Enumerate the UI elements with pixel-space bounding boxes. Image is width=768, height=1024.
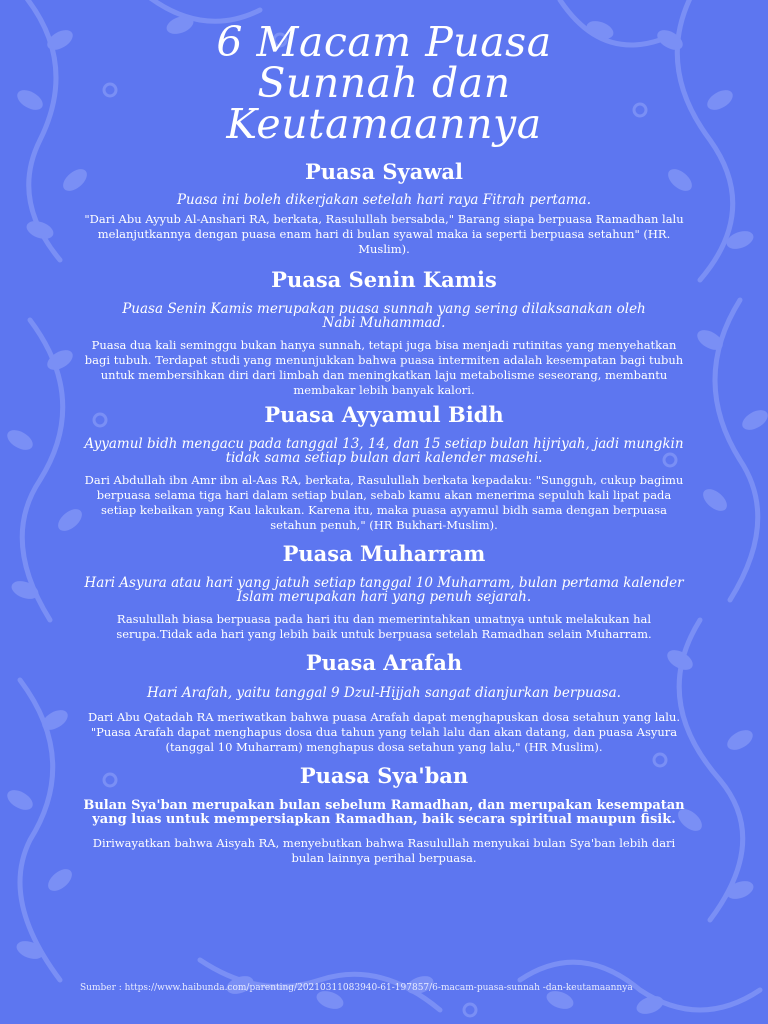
- section-body: Puasa dua kali seminggu bukan hanya sunnah, tetapi juga bisa menjadi rutinitas yang menyehatkan bagi tubuh. Terdapat studi yang menunjukkan bahwa puasa intermiten adalah kesempatan bagi tubuh untuk membersihkan diri dari limbah dan meningkatkan laju metabolisme seseorang, membantu membakar lebih banyak kalori.: [84, 338, 684, 397]
- section-heading: Puasa Muharram: [282, 541, 486, 566]
- section-body: "Dari Abu Ayyub Al-Anshari RA, berkata, Rasulullah bersabda," Barang siapa berpuasa Ramadhan lalu melanjutkannya dengan puasa enam hari di bulan syawal maka ia seperti berpuasa setahun" (HR. Muslim).: [84, 212, 684, 256]
- section-heading: Puasa Arafah: [305, 650, 463, 675]
- section-body-2: "Puasa Arafah dapat menghapus dosa dua tahun yang telah lalu dan akan datang, dan puasa Asyura (tanggal 10 Muharram) menghapus dosa setahun yang lalu," (HR Muslim).: [90, 725, 678, 754]
- section-subtitle: Puasa ini boleh dikerjakan setelah hari raya Fitrah pertama.: [176, 192, 592, 208]
- section-subtitle: Hari Arafah, yaitu tanggal 9 Dzul-Hijjah sangat dianjurkan berpuasa.: [147, 685, 621, 701]
- section-syawal: [0, 159, 768, 257]
- title-line: Sunnah dan: [257, 59, 511, 107]
- section-body: Rasulullah biasa berpuasa pada hari itu dan memerintahkan umatnya untuk melakukan hal serupa.Tidak ada hari yang lebih baik untuk berpuasa setelah Ramadhan selain Muharram.: [116, 612, 652, 641]
- section-body: Dari Abu Qatadah RA meriwatkan bahwa puasa Arafah dapat menghapuskan dosa setahun yang lalu.: [87, 710, 681, 724]
- section-body: Dari Abdullah ibn Amr ibn al-Aas RA, berkata, Rasulullah berkata kepadaku: "Sungguh, cukup bagimu berpuasa selama tiga hari dalam setiap bulan, sebab kamu akan menerima sepuluh kali lipat pada setiap kebaikan yang Kau lakukan. Karena itu, maka puasa ayyamul bidh sama dengan berpuasa setahun penuh," (HR Bukhari-Muslim).: [84, 473, 684, 532]
- section-body: Diriwayatkan bahwa Aisyah RA, menyebutkan bahwa Rasulullah menyukai bulan Sya'ban lebih dari bulan lainnya perihal berpuasa.: [92, 836, 676, 865]
- section-heading: Puasa Syawal: [304, 159, 464, 184]
- section-muharram: [0, 541, 768, 642]
- section-subtitle: Puasa Senin Kamis merupakan puasa sunnah yang sering dilaksanakan oleh Nabi Muhammad.: [122, 301, 646, 331]
- title-line: Keutamaannya: [226, 100, 542, 148]
- section-heading: Puasa Senin Kamis: [271, 267, 497, 292]
- section-arafah: [0, 650, 768, 755]
- section-subtitle: Bulan Sya'ban merupakan bulan sebelum Ramadhan, dan merupakan kesempatan yang luas untuk mempersiapkan Ramadhan, baik secara spiritual maupun fisik.: [83, 798, 685, 827]
- section-heading: Puasa Sya'ban: [299, 763, 469, 788]
- section-subtitle: Hari Asyura atau hari yang jatuh setiap tanggal 10 Muharram, bulan pertama kalender Islam merupakan hari yang penuh sejarah.: [84, 575, 684, 605]
- section-ayyamul-bidh: [0, 402, 768, 533]
- page-title: [0, 0, 768, 148]
- section-senin-kamis: [0, 267, 768, 398]
- source-citation: Sumber : https://www.haibunda.com/parenting/20210311083940-61-197857/6-macam-puasa-sunnah -dan-keutamaannya: [80, 983, 633, 993]
- section-heading: Puasa Ayyamul Bidh: [264, 402, 504, 427]
- section-syaban: [0, 763, 768, 866]
- title-line: 6 Macam Puasa: [216, 18, 552, 66]
- section-subtitle: Ayyamul bidh mengacu pada tanggal 13, 14, dan 15 setiap bulan hijriyah, jadi mungkin tidak sama setiap bulan dari kalender masehi.: [84, 436, 684, 466]
